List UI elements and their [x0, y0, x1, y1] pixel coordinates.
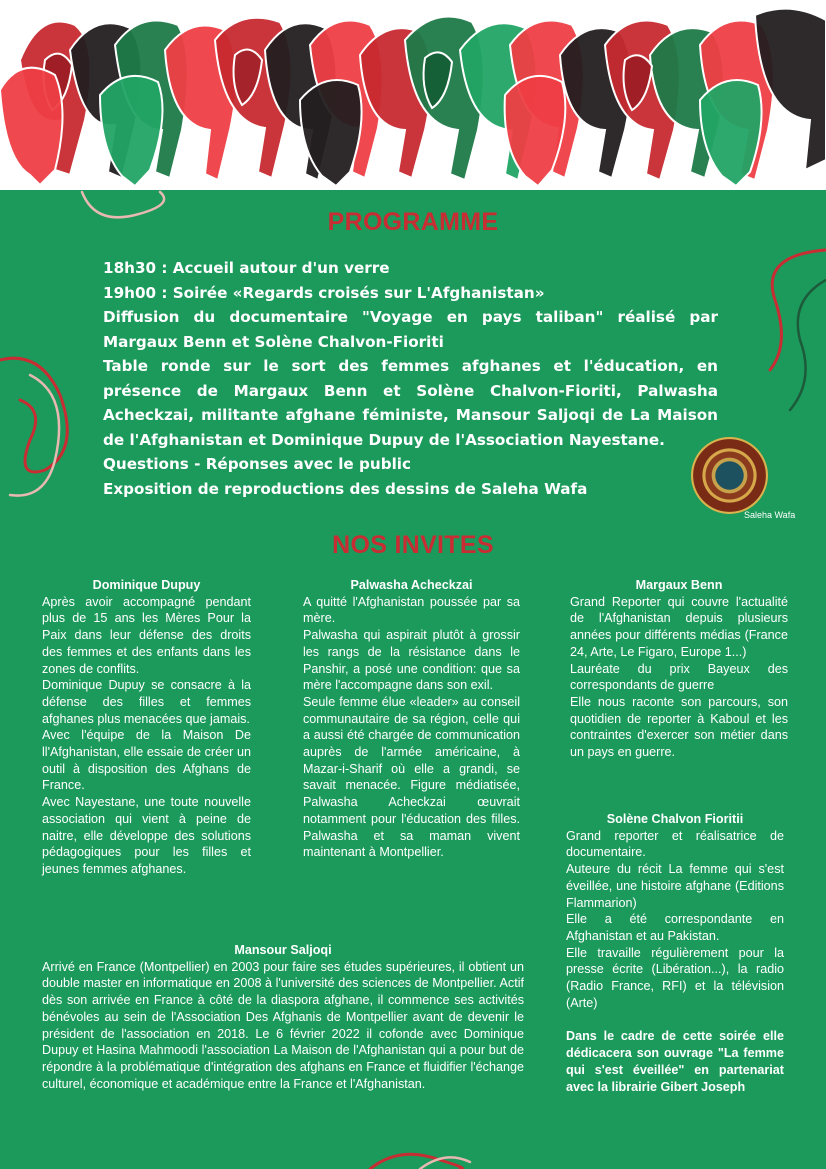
- header-banner-illustration: [0, 0, 826, 190]
- guest-bio-paragraph: Après avoir accompagné pendant plus de 15 ans les Mères Pour la Paix dans leur défense des droits des femmes et des enfants dans les zones de conflits.: [42, 594, 251, 676]
- guest-bio-paragraph: Elle a été correspondante en Afghanistan et au Pakistan.: [566, 912, 784, 943]
- programme-item: 18h30 : Accueil autour d'un verre: [103, 259, 390, 277]
- guest-card-solene-chalvon-fioriti: [566, 811, 784, 1095]
- programme-item: Exposition de reproductions des dessins de Saleha Wafa: [103, 479, 588, 498]
- artwork-medallion-image: [691, 437, 768, 514]
- invites-title: NOS INVITES: [332, 531, 494, 559]
- guest-card-dominique-dupuy: [42, 577, 251, 878]
- guest-card-margaux-benn: [570, 577, 788, 761]
- programme-title: PROGRAMME: [327, 208, 499, 236]
- guest-bio-paragraph: Grand reporter et réalisatrice de documentaire.: [566, 828, 784, 860]
- headscarf: [0, 68, 63, 185]
- programme-item: Questions - Réponses avec le public: [103, 455, 411, 473]
- guest-name: Solène Chalvon Fioritii: [606, 812, 744, 826]
- programme-item: Diffusion du documentaire "Voyage en pays taliban" réalisé par Margaux Benn et Solène Chalvon-Fioriti: [103, 308, 718, 351]
- programme-list: [103, 256, 718, 501]
- headscarves-illustration: [0, 0, 826, 190]
- guest-name: Dominique Dupuy: [92, 578, 201, 592]
- programme-item: 19h00 : Soirée «Regards croisés sur L'Afghanistan»: [103, 283, 545, 302]
- guest-bio-paragraph: Avec Nayestane, une toute nouvelle association qui vient à peine de naitre, elle développe des solutions pédagogiques pour les filles et jeunes femmes afghanes.: [42, 795, 251, 876]
- guest-bio-paragraph: Auteure du récit La femme qui s'est éveillée, une histoire afghane (Editions Flammarion): [566, 862, 784, 910]
- guest-name: Palwasha Acheckzai: [350, 578, 473, 592]
- guest-bio-paragraph: Elle nous raconte son parcours, son quotidien de reporter à Kaboul et les contraintes d'exercer son métier dans un pays en guerre.: [570, 694, 788, 760]
- book-signing-note: Dans le cadre de cette soirée elle dédicacera son ouvrage "La femme qui s'est éveillée" en partenariat avec la librairie Gibert Joseph: [566, 1029, 784, 1094]
- guest-bio-paragraph: A quitté l'Afghanistan poussée par sa mère.: [303, 594, 520, 626]
- guest-bio-paragraph: Avec l'équipe de la Maison De ll'Afghanistan, elle essaie de créer un outil à disposition des Afghans de France.: [42, 728, 251, 793]
- guest-card-palwasha-acheckzai: [303, 577, 520, 861]
- guest-bio-paragraph: Elle travaille régulièrement pour la presse écrite (Libération...), la radio (Radio France, RFI) et la télévision (Arte): [566, 945, 784, 1010]
- guest-bio-paragraph: Palwasha qui aspirait plutôt à grossir les rangs de la résistance dans le Panshir, a posé une condition: que sa mère l'accompagne dans son exil.: [303, 628, 520, 693]
- guest-bio-paragraph: Arrivé en France (Montpellier) en 2003 pour faire ses études supérieures, il obtient un double master en informatique en 2008 à l'université des sciences de Montpellier. Actif dès son arrivée en France à côté de la diaspora afghane, il commence ses activités bénévoles au sein de l'Association Des Afghanis de Montpellier avant de devenir le président de l'association en 2018. Le 6 février 2022 il cofonde avec Dominique Dupuy et Hasina Mahmoodi l'association La Maison de l'Afghanistan qui a pour but de répondre à la problématique d'intégration des afghans en France et fluidifier l'échange culturel, économique et académique entre la France et l'Afghanistan.: [42, 959, 524, 1091]
- guest-name: Margaux Benn: [635, 578, 723, 592]
- guest-bio-paragraph: Dominique Dupuy se consacre à la défense des filles et femmes afghanes plus menacées que jamais.: [42, 678, 251, 726]
- guest-bio-paragraph: Grand Reporter qui couvre l'actualité de l'Afghanistan depuis plusieurs années pour différents médias (France 24, Arte, Le Figaro, Europe 1...): [570, 594, 788, 659]
- guest-card-mansour-saljoqi: [42, 942, 524, 1092]
- programme-item: Table ronde sur le sort des femmes afghanes et l'éducation, en présence de Margaux Benn et Solène Chalvon-Fioriti, Palwasha Acheckzai, militante afghane féministe, Mansour Saljoqi de La Maison de l'Afghanistan et Dominique Dupuy de l'Association Nayestane.: [103, 357, 718, 449]
- artwork-caption: Saleha Wafa: [744, 510, 796, 520]
- guest-bio-paragraph: Seule femme élue «leader» au conseil communautaire de sa région, celle qui a aussi été chargée de communication auprès de l'armée américaine, à Mazar-i-Sharif où elle a grandi, se savait menacée. Figure médiatisée, Palwasha Acheckzai œuvrait notamment pour l'éducation des filles. Palwasha et sa maman vivent maintenant à Montpellier.: [303, 694, 520, 860]
- guest-name: Mansour Saljoqi: [234, 943, 332, 957]
- guest-bio-paragraph: Lauréate du prix Bayeux des correspondants de guerre: [570, 661, 788, 693]
